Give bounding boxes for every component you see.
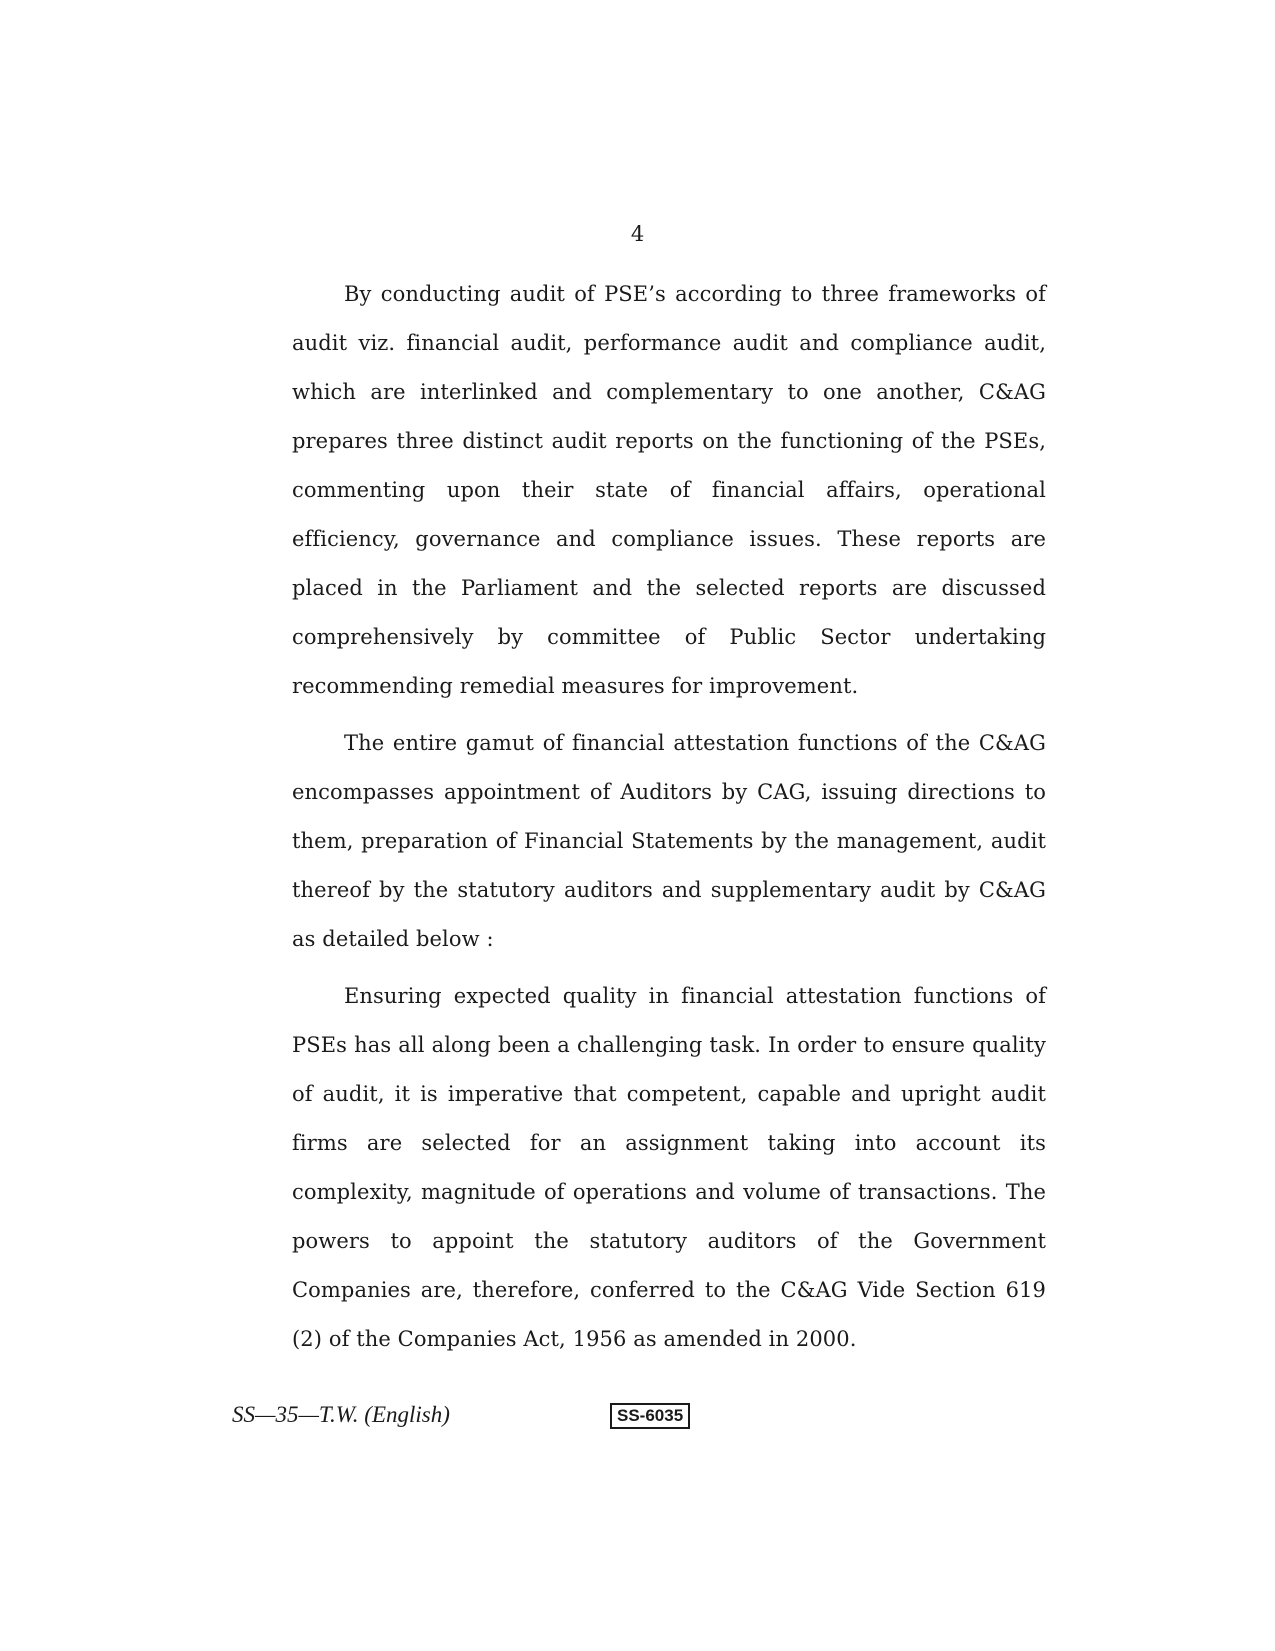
footer-code-box: SS-6035 [610, 1403, 690, 1429]
footer-reference: SS—35—T.W. (English) [232, 1402, 450, 1427]
paragraph-audit-frameworks: By conducting audit of PSE’s according to three frameworks of audit viz. financial audit, performance audit and compliance audit, which are interlinked and complementary to one another, C&AG prepares three distinct audit reports on the functioning of the PSEs, commenting upon their state of financial affairs, operational efficiency, governance and compliance issues. These reports are placed in the Parliament and the selected reports are discussed comprehensively by committee of Public Sector undertaking recommending remedial measures for improvement. [292, 282, 1046, 698]
paragraph-attestation-functions: The entire gamut of financial attestation functions of the C&AG encompasses appointment of Auditors by CAG, issuing directions to them, preparation of Financial Statements by the management, audit thereof by the statutory auditors and supplementary audit by C&AG as detailed below : [292, 731, 1046, 951]
document-body [292, 270, 1046, 1372]
page-number: 4 [630, 222, 645, 246]
paragraph-audit-quality: Ensuring expected quality in financial attestation functions of PSEs has all along been a challenging task. In order to ensure quality of audit, it is imperative that competent, capable and upright audit firms are selected for an assignment taking into account its complexity, magnitude of operations and volume of transactions. The powers to appoint the statutory auditors of the Government Companies are, therefore, conferred to the C&AG Vide Section 619 (2) of the Companies Act, 1956 as amended in 2000. [292, 984, 1046, 1351]
